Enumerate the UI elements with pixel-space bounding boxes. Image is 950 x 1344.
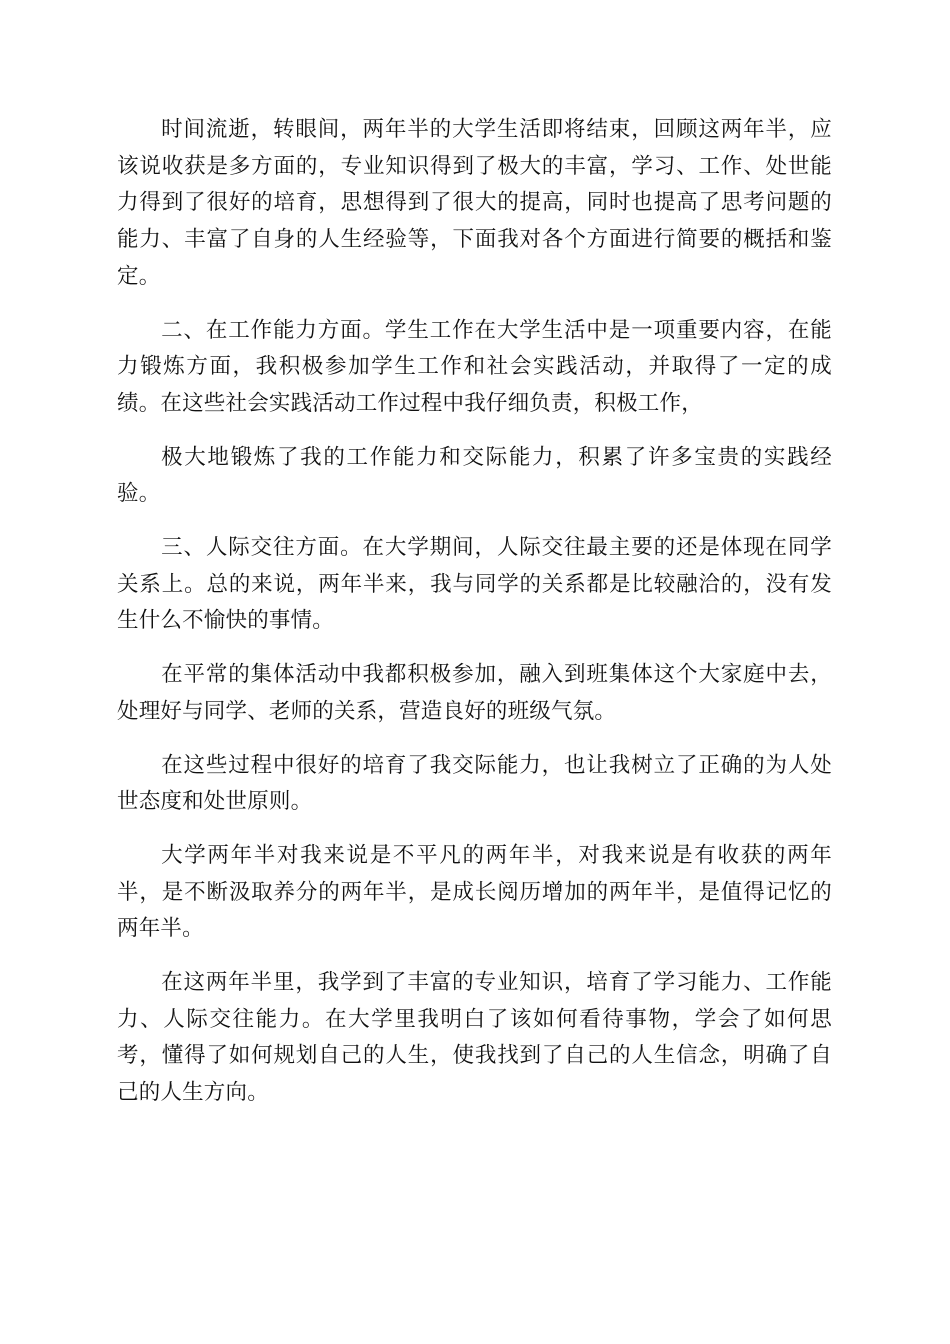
paragraph-conclusion: 在这两年半里，我学到了丰富的专业知识，培育了学习能力、工作能力、人际交往能力。在大学里我明白了该如何看待事物，学会了如何思考，懂得了如何规划自己的人生，使我找到了自己的人生信念，明确了自己的人生方向。	[117, 970, 832, 1106]
paragraph-interpersonal: 三、人际交往方面。在大学期间，人际交往最主要的还是体现在同学关系上。总的来说，两年半来，我与同学的关系都是比较融洽的，没有发生什么不愉快的事情。	[117, 535, 832, 634]
paragraph-intro: 时间流逝，转眼间，两年半的大学生活即将结束，回顾这两年半，应该说收获是多方面的，专业知识得到了极大的丰富，学习、工作、处世能力得到了很好的培育，思想得到了很大的提高，同时也提高了思考问题的能力、丰富了自身的人生经验等，下面我对各个方面进行简要的概括和鉴定。	[117, 117, 832, 289]
paragraph-group-activities: 在平常的集体活动中我都积极参加，融入到班集体这个大家庭中去，处理好与同学、老师的关系，营造良好的班级气氛。	[117, 662, 832, 724]
document-page	[117, 112, 832, 1129]
paragraph-reflection: 大学两年半对我来说是不平凡的两年半，对我来说是有收获的两年半，是不断汲取养分的两年半，是成长阅历增加的两年半，是值得记忆的两年半。	[117, 842, 832, 942]
paragraph-attitude: 在这些过程中很好的培育了我交际能力，也让我树立了正确的为人处世态度和处世原则。	[117, 752, 832, 815]
paragraph-work-ability-continued: 极大地锻炼了我的工作能力和交际能力，积累了许多宝贵的实践经验。	[117, 444, 832, 507]
paragraph-work-ability: 二、在工作能力方面。学生工作在大学生活中是一项重要内容，在能力锻炼方面，我积极参加学生工作和社会实践活动，并取得了一定的成绩。在这些社会实践活动工作过程中我仔细负责，积极工作，	[117, 317, 832, 416]
